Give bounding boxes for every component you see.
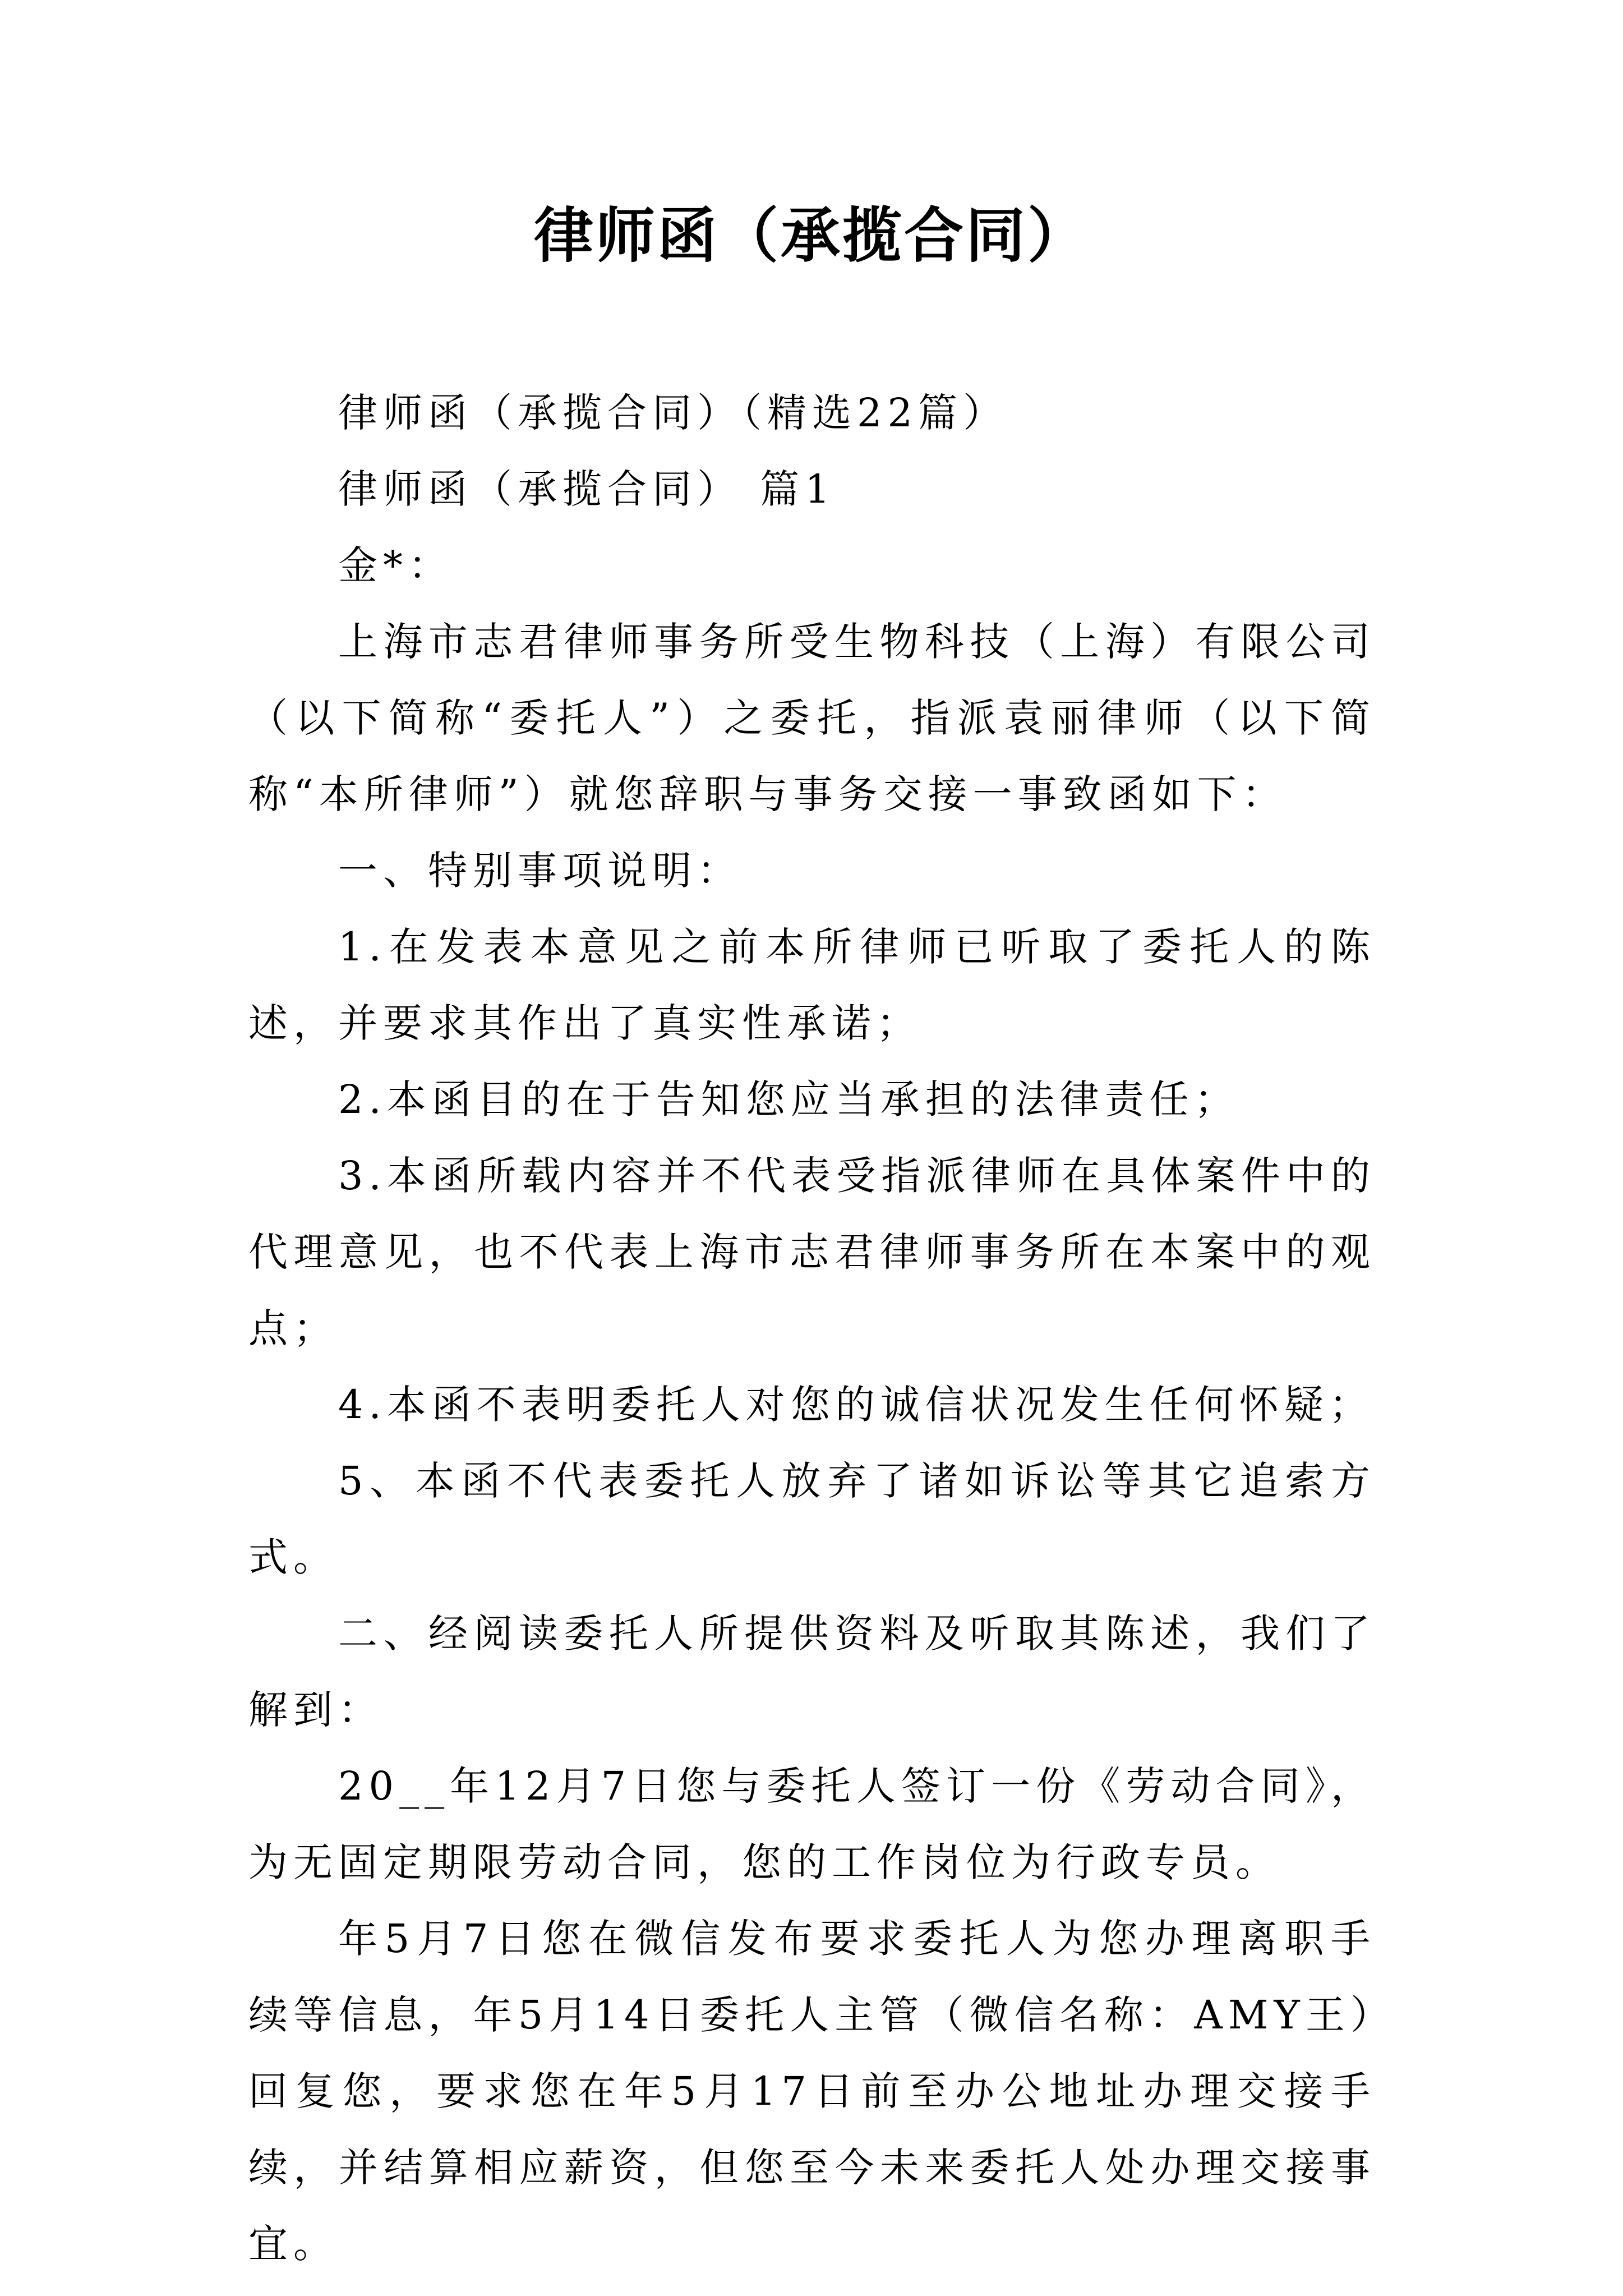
paragraph-heading: 律师函（承揽合同）（精选22篇）: [338, 390, 1008, 436]
paragraph-item-2: 2.本函目的在于告知您应当承担的法律责任；: [338, 1076, 1239, 1122]
paragraph-salutation: 金*：: [338, 542, 453, 588]
paragraph-item-3: 3.本函所载内容并不代表受指派律师在具体案件中的代理意见，也不代表上海市志君律师事务所在本案中的观点；: [248, 1153, 1376, 1351]
paragraph-section-one: 一、特别事项说明：: [338, 848, 742, 894]
paragraph-section-two: 二、经阅读委托人所提供资料及听取其陈述，我们了解到：: [248, 1611, 1376, 1733]
document-body: [248, 375, 1376, 2282]
paragraph-fact-1: 20__年12月7日您与委托人签订一份《劳动合同》，为无固定期限劳动合同，您的工作岗位为行政专员。: [248, 1763, 1376, 1885]
paragraph-fact-2: 年5月7日您在微信发布要求委托人为您办理离职手续等信息，年5月14日委托人主管（微信名称：AMY王）回复您，要求您在年5月17日前至办公地址办理交接手续，并结算相应薪资，但您至今未来委托人处办理交接事宜。: [248, 1916, 1376, 2267]
document-title: 律师函（承揽合同）: [534, 200, 1089, 270]
paragraph-intro: 上海市志君律师事务所受生物科技（上海）有限公司（以下简称“委托人”）之委托，指派袁丽律师（以下简称“本所律师”）就您辞职与事务交接一事致函如下：: [248, 619, 1376, 817]
paragraph-subheading: 律师函（承揽合同） 篇1: [338, 466, 836, 512]
paragraph-item-4: 4.本函不表明委托人对您的诚信状况发生任何怀疑；: [338, 1382, 1374, 1428]
paragraph-item-5: 5、本函不代表委托人放弃了诸如诉讼等其它追索方式。: [248, 1458, 1376, 1580]
paragraph-item-1: 1.在发表本意见之前本所律师已听取了委托人的陈述，并要求其作出了真实性承诺；: [248, 924, 1376, 1046]
